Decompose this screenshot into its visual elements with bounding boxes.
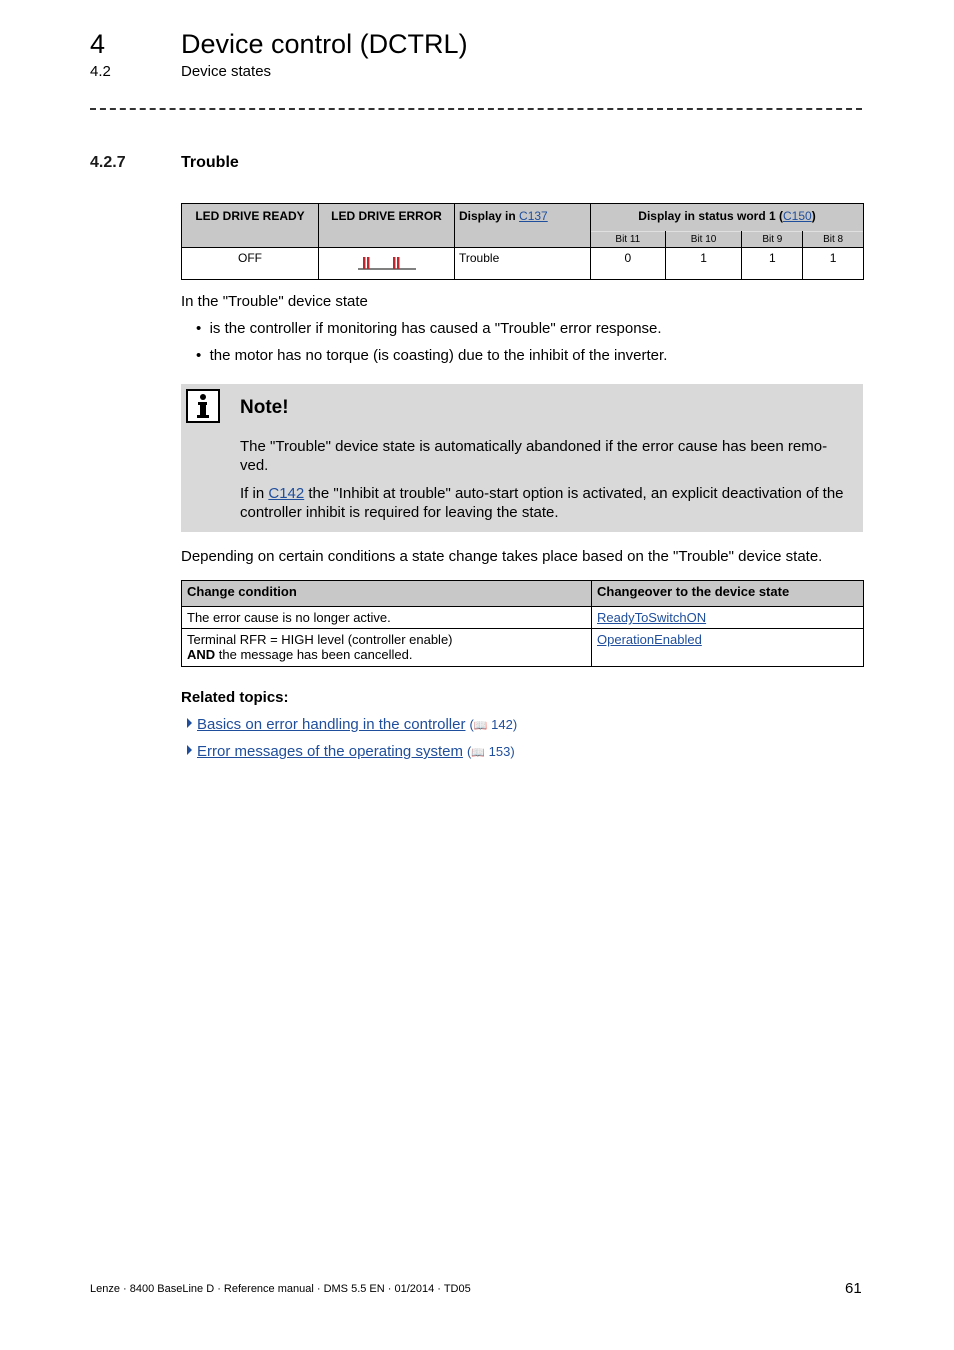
list-item: • the motor has no torque (is coasting) due to the inhibit of the inverter. <box>196 347 668 364</box>
list-item: • is the controller if monitoring has caused a "Trouble" error response. <box>196 320 662 337</box>
book-icon: 📖 <box>473 720 488 732</box>
note-title: Note! <box>240 397 289 418</box>
display-value: Trouble <box>455 248 591 280</box>
condition-cell: Terminal RFR = HIGH level (controller enable) AND the message has been cancelled. <box>182 629 592 667</box>
transition-intro: Depending on certain conditions a state change takes place based on the "Trouble" device state. <box>181 548 823 565</box>
page-number: 61 <box>845 1280 862 1297</box>
bit-header: Bit 11 <box>591 232 666 248</box>
target-cell <box>592 607 864 629</box>
section-title: Device states <box>181 63 272 80</box>
c137-link[interactable]: C137 <box>519 209 548 223</box>
transition-table <box>181 580 864 667</box>
footer-text: Lenze · 8400 BaseLine D · Reference manual · DMS 5.5 EN · 01/2014 · TD05 <box>90 1283 471 1295</box>
col-display: Display in C137 <box>455 204 591 248</box>
bit-header: Bit 9 <box>742 232 803 248</box>
operation-enabled-link[interactable]: OperationEnabled <box>597 632 702 647</box>
ready-to-switch-on-link[interactable]: ReadyToSwitchON <box>597 610 707 625</box>
bit-header: Bit 10 <box>665 232 742 248</box>
section-number: 4.2 <box>90 63 111 80</box>
note-paragraph: The "Trouble" device state is automatically abandoned if the error cause has been remo-ved. <box>240 438 828 474</box>
target-cell <box>592 629 864 667</box>
triangle-right-icon <box>187 745 192 755</box>
book-icon: 📖 <box>471 747 485 759</box>
bit-header: Bit 8 <box>803 232 864 248</box>
bit-value: 0 <box>591 248 666 280</box>
led-ready-value: OFF <box>182 248 319 280</box>
triangle-right-icon <box>187 718 192 728</box>
col-change-condition: Change condition <box>182 581 592 607</box>
blink-pattern-icon <box>357 254 417 270</box>
info-icon <box>186 389 220 423</box>
bit-value: 1 <box>803 248 864 280</box>
related-topics-title: Related topics: <box>181 689 289 706</box>
subsection-number: 4.2.7 <box>90 154 126 171</box>
col-led-error: LED DRIVE ERROR <box>319 204 455 248</box>
bit-value: 1 <box>742 248 803 280</box>
chapter-number: 4 <box>90 29 106 59</box>
state-table <box>181 203 864 280</box>
c150-link[interactable]: C150 <box>783 209 812 223</box>
chapter-title: Device control (DCTRL) <box>181 29 468 59</box>
led-error-blink-icon <box>319 248 455 280</box>
related-topic-item[interactable]: Error messages of the operating system (📖 153) <box>187 743 515 760</box>
condition-cell: The error cause is no longer active. <box>182 607 592 629</box>
bit-value: 1 <box>665 248 742 280</box>
col-changeover-state: Changeover to the device state <box>592 581 864 607</box>
header-divider <box>90 108 862 110</box>
col-led-ready: LED DRIVE READY <box>182 204 319 248</box>
col-status-word: Display in status word 1 (C150) <box>591 204 864 232</box>
subsection-title: Trouble <box>181 154 239 171</box>
c142-link[interactable]: C142 <box>268 485 305 502</box>
note-paragraph: If in C142 the "Inhibit at trouble" auto-start option is activated, an explicit deactivation of the controller inhibit is required for leaving the state. <box>240 485 844 521</box>
related-topic-item[interactable]: Basics on error handling in the controller (📖 142) <box>187 716 517 733</box>
intro-text: In the "Trouble" device state <box>181 293 368 310</box>
